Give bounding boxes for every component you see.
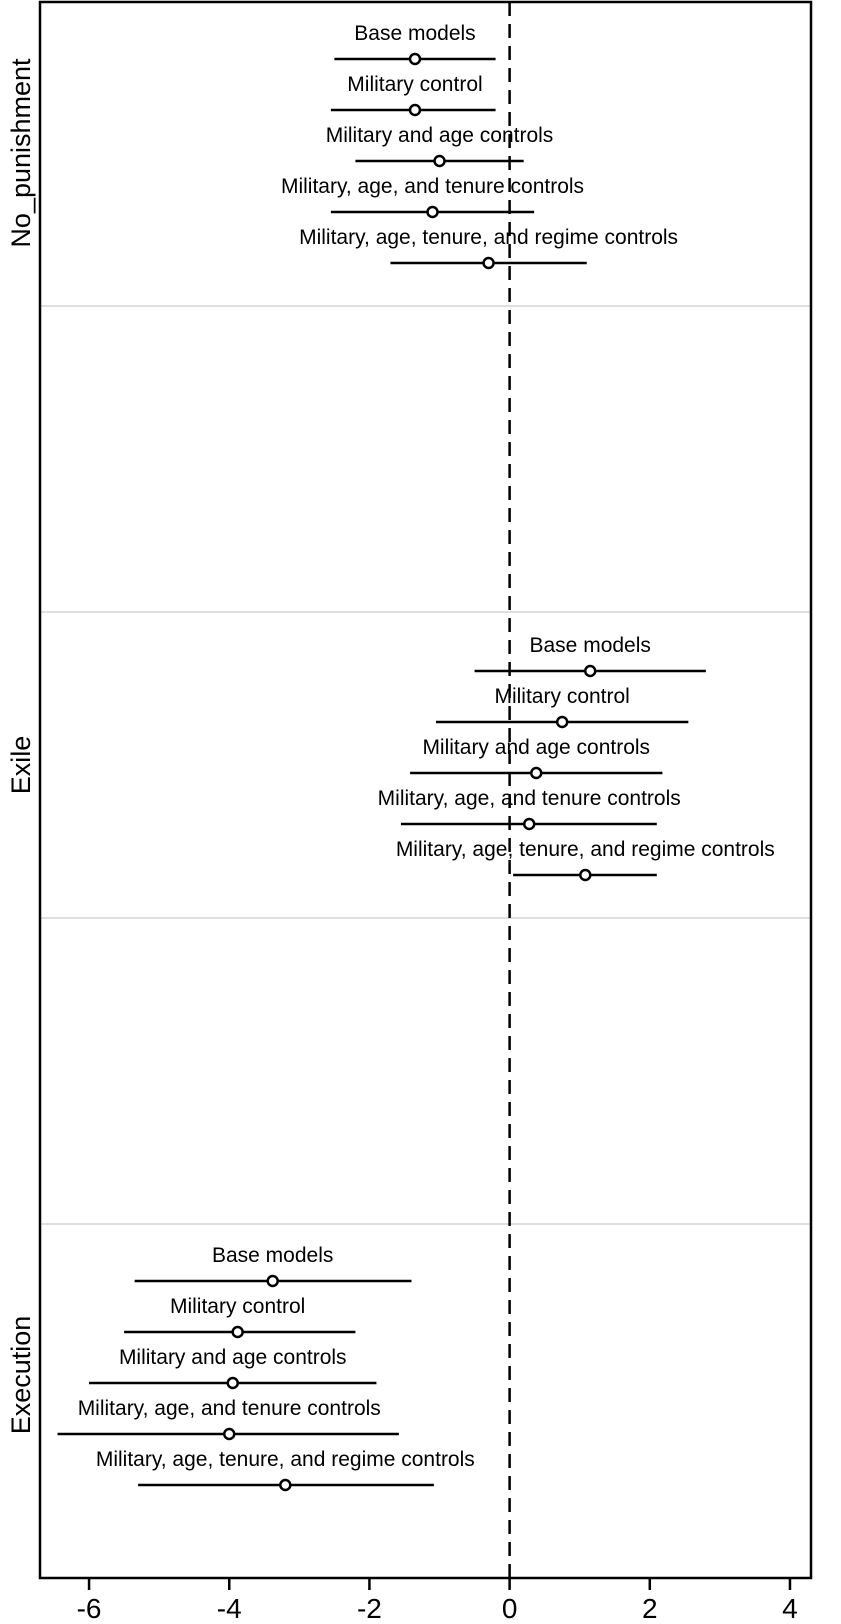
x-tick-label: 0 — [501, 1593, 518, 1624]
estimate-label: Base models — [354, 22, 476, 45]
estimate-label: Military, age, tenure, and regime controls — [95, 1448, 475, 1471]
x-tick-label: -4 — [216, 1593, 242, 1624]
estimate-label: Military control — [494, 685, 630, 708]
point-estimate — [435, 156, 445, 166]
point-estimate — [224, 1429, 234, 1439]
panel-title: No_punishment — [6, 58, 36, 248]
x-axis — [77, 1578, 798, 1624]
estimate-label: Military control — [347, 73, 483, 96]
estimate-row — [334, 22, 495, 64]
estimate-row — [299, 226, 678, 268]
point-estimate — [233, 1327, 243, 1337]
estimate-label: Military and age controls — [422, 736, 651, 759]
estimate-row — [331, 73, 496, 115]
point-estimate — [280, 1480, 290, 1490]
panel-titles — [6, 58, 36, 1434]
estimate-row — [396, 838, 775, 880]
estimate-label: Base models — [529, 634, 651, 657]
estimate-row — [135, 1244, 412, 1286]
panel-execution — [58, 1244, 475, 1490]
point-estimate — [580, 870, 590, 880]
estimate-row — [89, 1346, 376, 1388]
estimate-row — [96, 1448, 475, 1490]
estimate-label: Military control — [169, 1295, 306, 1318]
estimate-label: Military, age, tenure, and regime controls — [395, 838, 775, 861]
estimate-row — [436, 685, 688, 727]
panel-no-punishment — [281, 22, 678, 268]
estimate-row — [58, 1397, 399, 1439]
x-tick-label: -6 — [76, 1593, 102, 1624]
estimate-row — [378, 787, 681, 829]
estimates-layer — [58, 22, 775, 1490]
estimate-label: Base models — [211, 1244, 334, 1267]
estimate-label: Military and age controls — [325, 124, 554, 147]
x-tick-label: -2 — [356, 1593, 382, 1624]
estimate-label: Military and age controls — [118, 1346, 347, 1369]
panel-title: Execution — [6, 1315, 36, 1435]
estimate-row — [124, 1295, 355, 1337]
estimate-row — [326, 124, 554, 166]
estimate-row — [410, 736, 662, 778]
point-estimate — [557, 717, 567, 727]
estimate-label: Military, age, tenure, and regime controls — [299, 226, 679, 249]
estimate-label: Military, age, and tenure controls — [280, 175, 585, 198]
panel-exile — [378, 634, 775, 880]
estimate-row — [281, 175, 584, 217]
panel-separators — [40, 306, 811, 1224]
estimate-label: Military, age, and tenure controls — [77, 1397, 381, 1420]
point-estimate — [410, 105, 420, 115]
point-estimate — [428, 207, 438, 217]
point-estimate — [228, 1378, 238, 1388]
point-estimate — [585, 666, 595, 676]
point-estimate — [410, 54, 420, 64]
x-tick-label: 2 — [642, 1593, 658, 1624]
point-estimate — [484, 258, 494, 268]
x-tick-label: 4 — [782, 1593, 798, 1624]
point-estimate — [268, 1276, 278, 1286]
panel-title: Exile — [6, 735, 36, 795]
estimate-label: Military, age, and tenure controls — [377, 787, 681, 810]
point-estimate — [524, 819, 534, 829]
point-estimate — [531, 768, 541, 778]
